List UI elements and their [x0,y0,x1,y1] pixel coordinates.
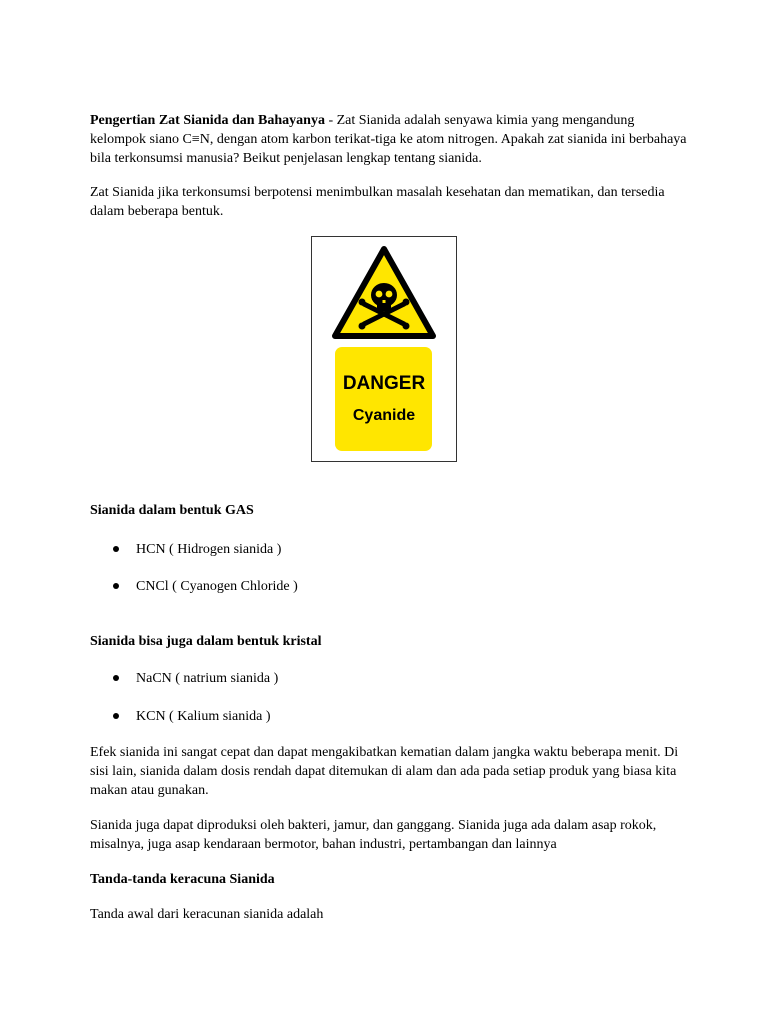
bullet-icon [113,675,119,681]
sign-cyanide-text: Cyanide [352,407,416,424]
intro-title: Pengertian Zat Sianida dan Bahayanya [90,113,325,128]
heading-gas-text: Sianida dalam bentuk GAS [90,503,254,518]
intro-text: - Zat Sianida adalah senyawa kimia yang mengandung kelompok siano C≡N, dengan atom karbon terikat-tiga ke atom nitrogen. Apakah zat sianida ini berbahaya bila terkonsumsi manusia? Beikut penjelasan lengkap tentang sianida. [90,113,687,166]
list-item-text: NaCN ( natrium sianida ) [136,671,279,686]
heading-gas [90,501,690,520]
heading-kristal [90,632,690,651]
list-item-text: KCN ( Kalium sianida ) [136,709,271,724]
list-item-text: CNCl ( Cyanogen Chloride ) [136,579,298,594]
paragraph-effects: Efek sianida ini sangat cepat dan dapat mengakibatkan kematian dalam jangka waktu beberapa menit. Di sisi lain, sianida dalam dosis rendah dapat ditemukan di alam dan ada pada setiap produk yang biasa kita makan atau gunakan. [90,745,679,798]
heading-tanda [90,870,690,889]
danger-sign-graphic [312,237,456,461]
bullet-icon [113,713,119,719]
paragraph-sources: Sianida juga dapat diproduksi oleh bakteri, jamur, dan ganggang. Sianida juga ada dalam asap rokok, misalnya, juga asap kendaraan bermotor, bahan industri, pertambangan dan lainnya [90,818,657,852]
paragraph-forms: Zat Sianida jika terkonsumsi berpotensi menimbulkan masalah kesehatan dan mematikan, dan tersedia dalam beberapa bentuk. [90,185,665,219]
danger-cyanide-sign [311,236,457,462]
bullet-icon [113,583,119,589]
sign-danger-text: DANGER [342,373,426,394]
heading-tanda-text: Tanda-tanda keracuna Sianida [90,872,275,887]
bullet-icon [113,546,119,552]
paragraph-tanda: Tanda awal dari keracunan sianida adalah [90,907,324,922]
label-panel [335,347,432,451]
heading-kristal-text: Sianida bisa juga dalam bentuk kristal [90,634,322,649]
list-item-text: HCN ( Hidrogen sianida ) [136,542,282,557]
intro-paragraph [90,111,690,168]
